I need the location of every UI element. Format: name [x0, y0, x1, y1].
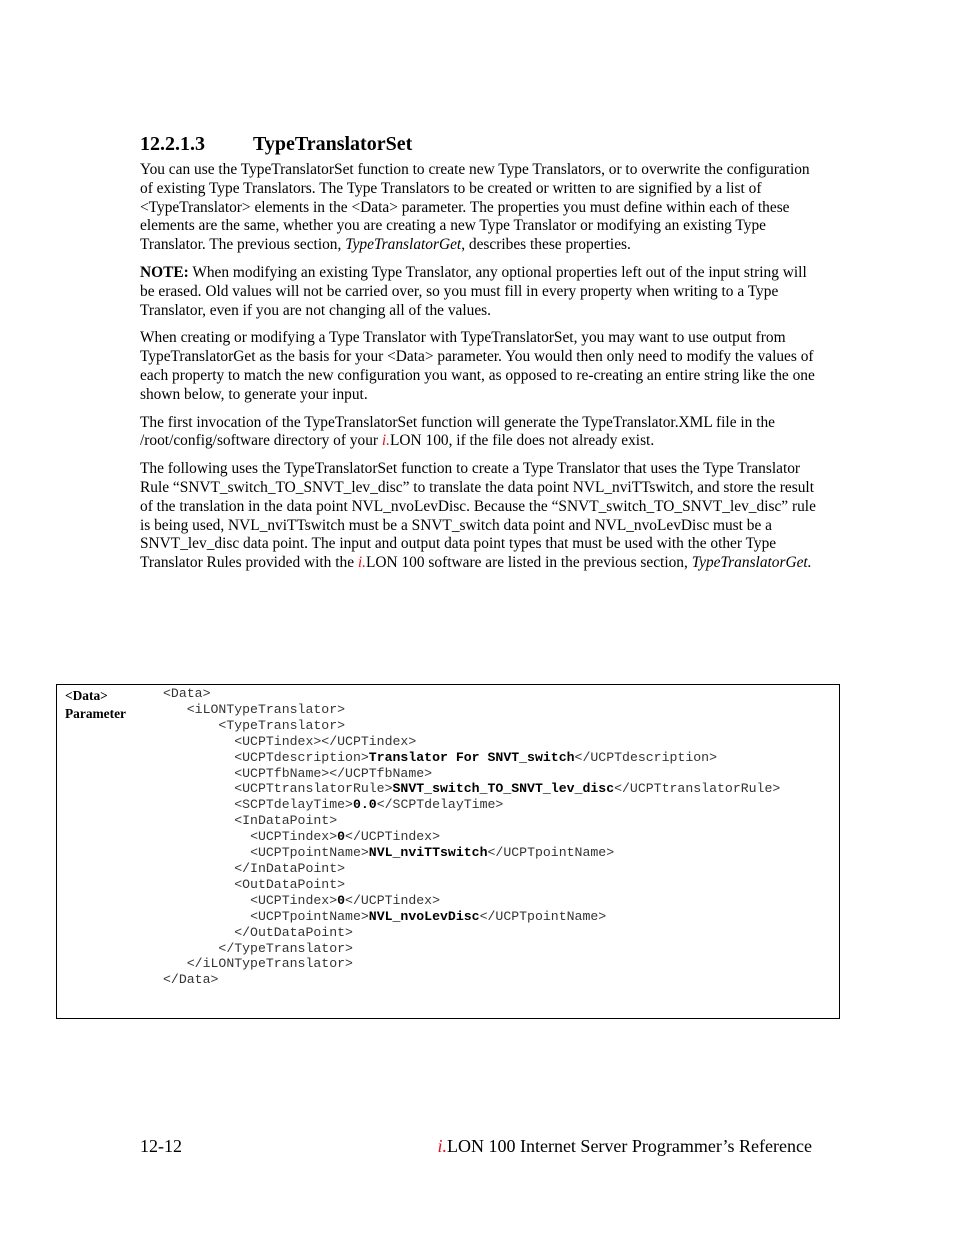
- code-value: 0.0: [352, 797, 377, 813]
- code-tag-open: <UCPTtranslatorRule>: [234, 781, 393, 797]
- code-indent: [163, 909, 250, 924]
- code-indent: [163, 702, 187, 717]
- code-indent: [163, 925, 234, 940]
- code-indent: [163, 956, 187, 971]
- code-tag-open: <TypeTranslator>: [218, 717, 346, 733]
- xml-code-block: [163, 686, 780, 988]
- cross-reference: TypeTranslatorGet.: [691, 554, 812, 572]
- code-line: [163, 686, 780, 702]
- code-tag-open: <iLONTypeTranslator>: [186, 701, 346, 717]
- paragraph-text: When creating or modifying a Type Translator with TypeTranslatorSet, you may want to use output from TypeTranslatorGet as the basis for your <Data> parameter. You would then only need to modify the values of each property to match the new configuration you want, as opposed to re-creating an entire string like the one shown below, to generate your input.: [140, 329, 815, 403]
- section-number: 12.2.1.3: [140, 133, 205, 155]
- paragraph-text: The first invocation of the TypeTranslatorSet function will generate the TypeTranslator.XML file in the /root/config/software directory of your: [140, 413, 776, 450]
- code-line: [163, 861, 780, 877]
- code-indent: [163, 861, 234, 876]
- code-tag-open: <SCPTdelayTime>: [234, 797, 353, 813]
- code-tag-open: </TypeTranslator>: [218, 940, 353, 956]
- paragraph-note: [140, 264, 816, 320]
- code-indent: [163, 941, 218, 956]
- code-value: NVL_nviTTswitch: [368, 845, 488, 861]
- code-indent: [163, 813, 234, 828]
- note-text: When modifying an existing Type Translator, any optional properties left out of the input string will be erased. Old values will not be carried over, so you must fill in every property when writing to a Type Translator, even if you are not changing all of the values.: [140, 263, 807, 319]
- paragraph-tail: , if the file does not already exist.: [448, 432, 655, 450]
- code-tag-open: <UCPTfbName></UCPTfbName>: [234, 765, 433, 781]
- code-line: [163, 750, 780, 766]
- code-indent: [163, 781, 234, 796]
- code-tag-close: </UCPTpointName>: [487, 845, 615, 861]
- code-value: Translator For SNVT_switch: [368, 749, 575, 765]
- code-indent: [163, 845, 250, 860]
- code-line: [163, 766, 780, 782]
- parameter-label-line-1: <Data>: [65, 688, 108, 703]
- code-tag-open: <UCPTindex>: [250, 892, 338, 908]
- code-value: 0: [337, 829, 346, 845]
- paragraph-tail: software are listed in the previous section,: [424, 554, 692, 572]
- code-line: [163, 925, 780, 941]
- code-tag-open: <Data>: [163, 686, 211, 701]
- note-label: NOTE:: [140, 263, 189, 281]
- paragraph-text: You can use the TypeTranslatorSet function to create new Type Translators, or to overwrite the configuration of existing Type Translators. The Type Translators to be created or written to are signified by a list of <TypeTranslator> elements in the <Data> parameter. The properties you must define within each of these elements are the same, whether you are creating a new Type Translator or modifying an existing Type Translator. The previous section,: [140, 161, 810, 254]
- code-line: [163, 877, 780, 893]
- paragraph-example-description: [140, 460, 816, 573]
- code-line: [163, 956, 780, 972]
- page-number: 12-12: [140, 1136, 182, 1156]
- code-line: [163, 893, 780, 909]
- brand-i-mark: i.: [381, 432, 391, 450]
- brand-i-mark: i.: [437, 1136, 447, 1156]
- paragraph-text: The following uses the TypeTranslatorSet function to create a Type Translator that uses the Type Translator Rule “SNVT_switch_TO_SNVT_lev_disc” to translate the data point NVL_nviTTswitch, and store the result of the translation in the data point NVL_nvoLevDisc. Because the “SNVT_switch_TO_SNVT_lev_disc” rule is being used, NVL_nviTTswitch must be a SNVT_switch data point and NVL_nvoLevDisc must be a SNVT_lev_disc data point. The input and output data point types that must be used with the other Type Translator Rules provided with the: [140, 460, 816, 572]
- code-tag-open: </InDataPoint>: [234, 860, 346, 876]
- code-value: SNVT_switch_TO_SNVT_lev_disc: [392, 781, 615, 797]
- code-tag-open: </Data>: [163, 972, 219, 988]
- code-tag-open: <UCPTpointName>: [250, 908, 369, 924]
- code-line: [163, 797, 780, 813]
- document-title-text: LON 100 Internet Server Programmer’s Reference: [446, 1136, 812, 1156]
- code-tag-open: <UCPTindex></UCPTindex>: [234, 733, 417, 749]
- code-indent: [163, 734, 234, 749]
- code-line: [163, 909, 780, 925]
- paragraph-intro: [140, 161, 816, 255]
- code-tag-open: <UCPTdescription>: [234, 749, 369, 765]
- code-tag-close: </UCPTindex>: [345, 829, 441, 845]
- code-line: [163, 972, 780, 988]
- code-indent: [163, 893, 250, 908]
- code-line: [163, 718, 780, 734]
- paragraph-tail: , describes these properties.: [461, 236, 631, 254]
- document-title: [437, 1135, 812, 1157]
- body-text: [140, 161, 816, 582]
- code-indent: [163, 718, 218, 733]
- code-indent: [163, 877, 234, 892]
- code-line: [163, 829, 780, 845]
- code-tag-close: </UCPTindex>: [345, 892, 441, 908]
- code-line: [163, 813, 780, 829]
- section-title: TypeTranslatorSet: [253, 133, 413, 155]
- code-line: [163, 734, 780, 750]
- code-indent: [163, 797, 234, 812]
- brand-i-mark: i.: [357, 554, 366, 572]
- code-value: 0: [337, 892, 346, 908]
- cross-reference: TypeTranslatorGet: [345, 236, 462, 254]
- code-tag-close: </UCPTtranslatorRule>: [614, 781, 781, 797]
- paragraph-usage: [140, 329, 816, 404]
- code-tag-open: </OutDataPoint>: [234, 924, 353, 940]
- section-heading: [140, 132, 412, 156]
- code-line: [163, 941, 780, 957]
- code-tag-close: </UCPTpointName>: [479, 908, 607, 924]
- code-value: NVL_nvoLevDisc: [368, 908, 480, 924]
- code-indent: [163, 766, 234, 781]
- code-indent: [163, 829, 250, 844]
- code-tag-open: <InDataPoint>: [234, 813, 338, 829]
- paragraph-first-invocation: [140, 414, 816, 452]
- code-line: [163, 845, 780, 861]
- code-tag-open: <UCPTpointName>: [250, 845, 369, 861]
- code-line: [163, 781, 780, 797]
- parameter-label-line-2: Parameter: [65, 706, 126, 721]
- code-tag-open: </iLONTypeTranslator>: [186, 956, 353, 972]
- code-tag-close: </UCPTdescription>: [574, 749, 717, 765]
- code-tag-close: </SCPTdelayTime>: [376, 797, 504, 813]
- brand-name: LON 100: [366, 554, 425, 572]
- code-tag-open: <UCPTindex>: [250, 829, 338, 845]
- code-example-box: [56, 684, 840, 1019]
- code-tag-open: <OutDataPoint>: [234, 876, 346, 892]
- brand-name: LON 100: [390, 432, 449, 450]
- code-indent: [163, 750, 234, 765]
- parameter-label: [65, 687, 126, 723]
- code-line: [163, 702, 780, 718]
